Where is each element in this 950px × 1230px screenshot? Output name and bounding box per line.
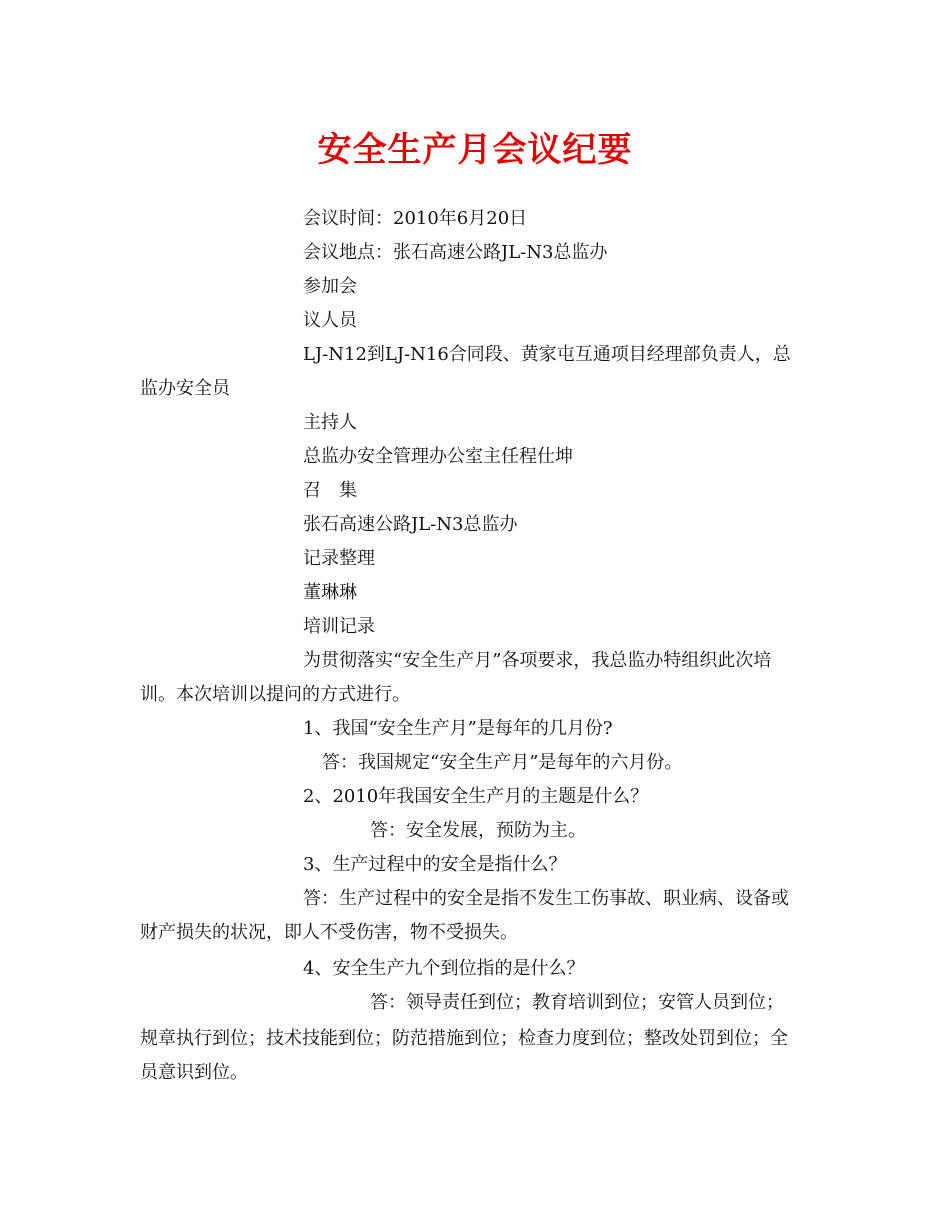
meeting-time: 会议时间：2010年6月20日 xyxy=(303,208,528,229)
answer-3-line2: 财产损失的状况，即人不受伤害，物不受损失。 xyxy=(140,922,518,943)
question-1: 1、我国“安全生产月”是每年的几月份? xyxy=(303,718,613,739)
question-4: 4、安全生产九个到位指的是什么？ xyxy=(303,958,585,979)
intro-paragraph-line1: 为贯彻落实“安全生产月”各项要求，我总监办特组织此次培 xyxy=(303,650,772,671)
host-value: 总监办安全管理办公室主任程仕坤 xyxy=(303,446,573,467)
recorder-value: 董琳琳 xyxy=(303,582,357,603)
recorder-label: 记录整理 xyxy=(303,548,375,569)
document-title: 安全生产月会议纪要 xyxy=(317,130,633,170)
question-2: 2、2010年我国安全生产月的主题是什么？ xyxy=(303,786,649,807)
attendees-label-part2: 议人员 xyxy=(303,310,357,331)
answer-4-line2: 规章执行到位；技术技能到位；防范措施到位；检查力度到位；整改处罚到位；全 xyxy=(140,1028,788,1049)
answer-4-line3: 员意识到位。 xyxy=(140,1062,248,1083)
host-label: 主持人 xyxy=(303,412,357,433)
training-record-heading: 培训记录 xyxy=(303,616,375,637)
attendees-text-line1: LJ-N12到LJ-N16合同段、黄家屯互通项目经理部负责人，总 xyxy=(303,344,791,365)
attendees-label-part1: 参加会 xyxy=(303,276,357,297)
attendees-text-line2: 监办安全员 xyxy=(140,378,230,399)
question-3: 3、生产过程中的安全是指什么？ xyxy=(303,854,567,875)
answer-3-line1: 答：生产过程中的安全是指不发生工伤事故、职业病、设备或 xyxy=(303,888,789,909)
convener-value: 张石高速公路JL-N3总监办 xyxy=(303,514,518,535)
meeting-location: 会议地点：张石高速公路JL-N3总监办 xyxy=(303,242,608,263)
answer-2: 答：安全发展，预防为主。 xyxy=(370,820,586,841)
answer-1: 答：我国规定“安全生产月”是每年的六月份。 xyxy=(322,752,683,773)
intro-paragraph-line2: 训。本次培训以提问的方式进行。 xyxy=(140,684,410,705)
convener-label: 召 集 xyxy=(303,480,357,501)
answer-4-line1: 答：领导责任到位；教育培训到位；安管人员到位； xyxy=(370,992,784,1013)
